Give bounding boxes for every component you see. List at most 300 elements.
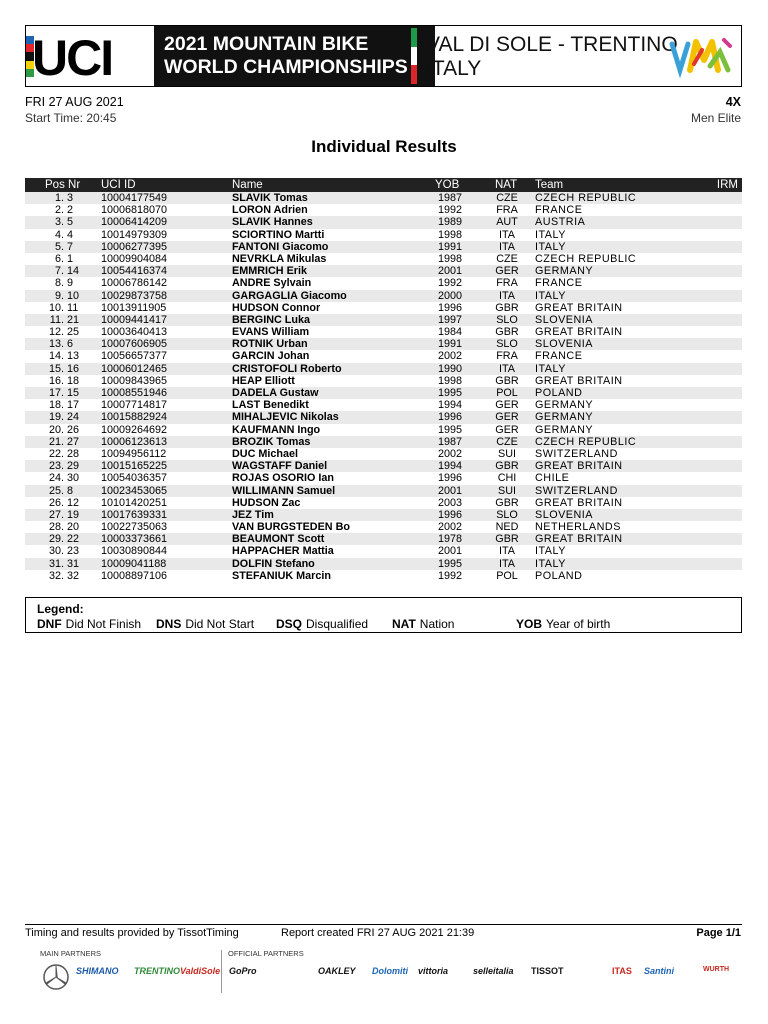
cell-team: POLAND [535,569,583,582]
cell-yob: 1994 [437,399,463,412]
cell-name: CRISTOFOLI Roberto [232,362,342,375]
table-row [25,545,742,557]
cell-nat: GBR [495,496,519,509]
cell-pos: 19. [48,411,64,424]
cell-pos: 25. [48,484,64,497]
cell-yob: 1996 [437,411,463,424]
cell-team: FRANCE [535,204,583,217]
cell-nat: FRA [496,204,518,217]
cell-yob: 1989 [437,216,463,229]
table-row [25,533,742,545]
legend-item: DSQ Disqualified [276,617,369,631]
cell-nr: 18 [67,374,80,387]
cell-yob: 1984 [437,326,463,339]
cell-nat: ITA [499,557,515,570]
cell-nr: 29 [67,460,80,473]
mercedes-star-icon [42,963,70,991]
legend-item: YOB Year of birth [516,617,611,631]
cell-nat: ITA [499,362,515,375]
cell-team: GREAT BRITAIN [535,460,623,473]
cell-pos: 32. [48,569,64,582]
cell-team: ITALY [535,240,566,253]
col-yob: YOB [435,179,460,191]
cell-nr: 27 [67,435,80,448]
partner-divider [221,950,222,993]
cell-nat: GBR [495,374,519,387]
cell-nr: 21 [67,313,80,326]
cell-nr: 15 [67,387,80,399]
cell-nr: 30 [67,472,80,485]
cell-uci-id: 10013911905 [101,301,167,314]
cell-uci-id: 10006786142 [101,277,168,290]
cell-name: BERGINC Luka [232,313,310,326]
cell-team: SWITZERLAND [535,447,618,460]
cell-nr: 1 [67,252,74,265]
cell-yob: 1992 [437,569,463,582]
cell-nat: GER [495,423,519,436]
cell-name: HAPPACHER Mattia [232,545,334,558]
cell-pos: 21. [48,435,64,448]
cell-name: BEAUMONT Scott [232,533,325,546]
cell-nr: 7 [67,240,74,253]
table-row [25,241,742,253]
cell-uci-id: 10008551946 [101,387,168,399]
event-line-1: 2021 MOUNTAIN BIKE [164,33,369,55]
cell-name: JEZ Tim [232,508,274,521]
event-line-2: WORLD CHAMPIONSHIPS [164,56,408,78]
cell-nr: 10 [67,289,80,302]
timing-credit: Timing and results provided by TissotTiming [25,927,239,939]
venue-line-2: ITALY [426,57,482,80]
cell-name: STEFANIUK Marcin [232,569,331,582]
uci-logo: UCI [32,30,113,86]
table-row [25,570,742,582]
cell-pos: 23. [48,460,64,473]
cell-pos: 20. [48,423,64,436]
cell-yob: 2001 [437,265,463,278]
table-row [25,497,742,509]
cell-nr: 24 [67,411,80,424]
cell-uci-id: 10009904084 [101,252,168,265]
table-row [25,265,742,277]
cell-uci-id: 10054036357 [101,472,168,485]
table-row [25,375,742,387]
cell-pos: 28. [48,521,64,534]
cell-nat: ITA [499,228,515,241]
cell-yob: 1997 [437,313,463,326]
cell-team: SLOVENIA [535,508,594,521]
cell-name: GARGAGLIA Giacomo [232,289,347,302]
venue-line-1: VAL DI SOLE - TRENTINO [426,33,678,56]
table-row [25,436,742,448]
cell-uci-id: 10094956112 [101,447,167,460]
cell-team: GREAT BRITAIN [535,326,623,339]
sponsor-wurth: WURTH [703,966,730,973]
cell-nr: 31 [67,557,80,570]
cell-pos: 8. [54,277,64,290]
cell-uci-id: 10006818070 [101,204,168,217]
cell-name: KAUFMANN Ingo [232,423,321,436]
cell-nr: 12 [67,496,80,509]
cell-name: BROZIK Tomas [232,435,311,448]
table-row [25,448,742,460]
cell-nat: CZE [496,192,518,204]
cell-yob: 1992 [437,277,463,290]
cell-uci-id: 10029873758 [101,289,168,302]
race-meta-left [25,94,124,126]
cell-pos: 31. [48,557,64,570]
sponsor-valdisole: ValdiSole [180,966,221,976]
cell-nat: CHI [497,472,517,485]
cell-yob: 2001 [437,484,463,497]
cell-nr: 25 [67,326,80,339]
sponsor-vittoria: vittoria [418,966,449,976]
cell-uci-id: 10015882924 [101,411,168,424]
cell-name: WAGSTAFF Daniel [232,460,328,473]
cell-name: ROJAS OSORIO Ian [232,472,334,485]
table-row [25,216,742,228]
cell-nr: 2 [67,204,74,217]
cell-uci-id: 10101420251 [101,496,168,509]
cell-name: MIHALJEVIC Nikolas [232,411,339,424]
italy-flag-stripe [411,28,417,84]
cell-yob: 2002 [437,447,463,460]
cell-nr: 3 [67,192,74,204]
cell-team: GREAT BRITAIN [535,533,623,546]
cell-uci-id: 10015165225 [101,460,168,473]
cell-name: SLAVIK Hannes [232,216,313,229]
championship-title-box [154,26,435,86]
cell-yob: 1998 [437,374,463,387]
cell-name: EMMRICH Erik [232,265,307,278]
cell-nr: 4 [67,228,74,241]
cell-yob: 1994 [437,460,463,473]
sponsor-selleitalia: selleitalia [473,966,514,976]
cell-name: DOLFIN Stefano [232,557,315,570]
cell-pos: 13. [48,338,64,351]
cell-name: WILLIMANN Samuel [232,484,336,497]
cell-nat: ITA [499,240,515,253]
cell-nat: FRA [496,350,518,363]
cell-team: GERMANY [535,411,594,424]
cell-yob: 1995 [437,387,463,399]
cell-nr: 9 [67,277,74,290]
col-team: Team [535,179,564,191]
table-row [25,411,742,423]
cell-nat: SUI [498,447,516,460]
cell-team: GREAT BRITAIN [535,374,623,387]
page-number: Page 1/1 [696,927,741,939]
cell-nat: SLO [496,338,518,351]
cell-yob: 1987 [437,192,463,204]
cell-uci-id: 10003640413 [101,326,168,339]
table-row [25,229,742,241]
cell-yob: 1995 [437,423,463,436]
cell-team: SWITZERLAND [535,484,618,497]
discipline: 4X [725,95,741,109]
cell-name: HEAP Elliott [232,374,295,387]
cell-uci-id: 10006012465 [101,362,168,375]
cell-nr: 32 [67,569,80,582]
cell-pos: 3. [54,216,64,229]
table-row [25,302,742,314]
cell-nat: GER [495,265,519,278]
cell-team: SLOVENIA [535,338,594,351]
table-row [25,338,742,350]
cell-nat: GBR [495,460,519,473]
cell-uci-id: 10009041188 [101,557,167,570]
cell-pos: 29. [48,533,64,546]
cell-yob: 1996 [437,508,463,521]
legend-title: Legend: [37,602,84,616]
cell-yob: 1992 [437,204,463,217]
cell-nat: GBR [495,301,519,314]
cell-name: DUC Michael [232,447,298,460]
table-body [25,192,742,582]
legend-item: DNF Did Not Finish [37,617,142,631]
cell-team: GERMANY [535,399,594,412]
legend-item: DNS Did Not Start [156,617,255,631]
cell-yob: 1991 [437,338,463,351]
cell-nr: 16 [67,362,80,375]
cell-team: ITALY [535,557,566,570]
cell-pos: 2. [54,204,64,217]
cell-pos: 4. [54,228,64,241]
table-header [25,178,742,192]
cell-team: FRANCE [535,350,583,363]
cell-nat: GER [495,399,519,412]
cell-nat: ITA [499,289,515,302]
cell-yob: 2002 [437,521,463,534]
cell-nat: ITA [499,545,515,558]
sponsor-gopro: GoPro [229,966,257,976]
cell-nr: 23 [67,545,80,558]
sponsor-oakley: OAKLEY [318,966,356,976]
cell-nr: 11 [67,301,79,314]
cell-yob: 1987 [437,435,463,448]
cell-pos: 26. [48,496,64,509]
cell-name: HUDSON Zac [232,496,301,509]
cell-nr: 8 [67,484,74,497]
cell-uci-id: 10017639331 [101,508,168,521]
cell-nat: GBR [495,326,519,339]
table-row [25,350,742,362]
cell-nr: 17 [67,399,80,412]
cell-yob: 1990 [437,362,463,375]
cell-team: ITALY [535,362,566,375]
start-time: Start Time: 20:45 [25,111,117,125]
col-irm: IRM [716,179,738,191]
cell-uci-id: 10007714817 [101,399,168,412]
cell-uci-id: 10006277395 [101,240,168,253]
cell-team: POLAND [535,387,583,399]
cell-pos: 6. [54,252,64,265]
cell-pos: 18. [48,399,64,412]
cell-uci-id: 10008897106 [101,569,168,582]
cell-uci-id: 10007606905 [101,338,168,351]
cell-pos: 14. [48,350,64,363]
category: Men Elite [690,111,741,125]
cell-nr: 5 [67,216,74,229]
cell-nat: SLO [496,313,518,326]
val-di-sole-logo-icon [666,30,736,82]
cell-team: GERMANY [535,265,594,278]
cell-pos: 17. [48,387,64,399]
table-row [25,290,742,302]
cell-name: EVANS William [232,326,310,339]
cell-nat: FRA [496,277,518,290]
cell-nat: CZE [496,435,518,448]
col-pos-nr: Pos Nr [45,179,81,191]
cell-nr: 26 [67,423,80,436]
cell-yob: 1995 [437,557,463,570]
cell-pos: 30. [48,545,64,558]
col-nat: NAT [495,179,518,191]
cell-uci-id: 10009441417 [101,313,168,326]
footer-divider [25,924,742,925]
table-row [25,253,742,265]
cell-uci-id: 10054416374 [101,265,168,278]
cell-uci-id: 10009264692 [101,423,168,436]
cell-name: SCIORTINO Martti [232,228,325,241]
cell-pos: 10. [48,301,64,314]
cell-pos: 5. [54,240,64,253]
cell-pos: 12. [48,326,64,339]
page-title: Individual Results [311,137,457,156]
cell-team: GREAT BRITAIN [535,496,623,509]
cell-nr: 28 [67,447,80,460]
cell-yob: 1998 [437,228,463,241]
cell-name: SLAVIK Tomas [232,192,308,204]
table-row [25,521,742,533]
table-row [25,558,742,570]
cell-pos: 11. [49,313,64,326]
cell-nat: GER [495,411,519,424]
cell-uci-id: 10014979309 [101,228,168,241]
cell-yob: 2003 [437,496,463,509]
table-row [25,204,742,216]
cell-yob: 2001 [437,545,463,558]
legend-box [25,597,742,633]
cell-pos: 16. [48,374,64,387]
cell-nat: POL [496,569,518,582]
cell-pos: 7. [54,265,64,278]
sponsor-tissot: TISSOT [531,966,564,976]
cell-uci-id: 10022735063 [101,521,168,534]
results-table [25,178,742,582]
cell-nat: SUI [498,484,516,497]
cell-team: AUSTRIA [535,216,586,229]
cell-uci-id: 10056657377 [101,350,168,363]
cell-yob: 1996 [437,472,463,485]
cell-nr: 20 [67,521,80,534]
cell-nat: CZE [496,252,518,265]
table-row [25,363,742,375]
cell-uci-id: 10030890844 [101,545,168,558]
cell-pos: 24. [48,472,64,485]
cell-yob: 1996 [437,301,463,314]
cell-team: GREAT BRITAIN [535,301,623,314]
table-row [25,277,742,289]
cell-pos: 27. [48,508,64,521]
sponsor-itas: ITAS [612,966,632,976]
cell-nat: POL [496,387,518,399]
table-row [25,424,742,436]
cell-nat: NED [495,521,519,534]
table-row [25,399,742,411]
cell-team: ITALY [535,289,566,302]
cell-pos: 22. [48,447,64,460]
cell-team: CZECH REPUBLIC [535,435,637,448]
cell-team: GERMANY [535,423,594,436]
cell-team: CHILE [535,472,570,485]
table-row [25,509,742,521]
cell-team: ITALY [535,545,566,558]
cell-nat: SLO [496,508,518,521]
cell-name: DADELA Gustaw [232,387,319,399]
cell-nr: 6 [67,338,74,351]
sponsor-dolomiti: Dolomiti [372,966,408,976]
cell-nr: 14 [67,265,80,278]
cell-team: CZECH REPUBLIC [535,252,637,265]
table-row [25,485,742,497]
cell-name: ANDRE Sylvain [232,277,312,290]
cell-uci-id: 10023453065 [101,484,168,497]
cell-yob: 1998 [437,252,463,265]
cell-nr: 22 [67,533,80,546]
cell-team: CZECH REPUBLIC [535,192,637,204]
col-uci-id: UCI ID [101,179,136,191]
cell-uci-id: 10004177549 [101,192,168,204]
cell-nat: AUT [496,216,518,229]
cell-name: NEVRKLA Mikulas [232,252,327,265]
race-meta-right [691,94,741,126]
cell-name: LAST Benedikt [232,399,309,412]
event-banner [25,25,742,87]
sponsor-santini: Santini [644,966,675,976]
table-row [25,192,742,204]
cell-team: FRANCE [535,277,583,290]
table-row [25,326,742,338]
cell-nr: 19 [67,508,80,521]
cell-team: SLOVENIA [535,313,594,326]
cell-team: ITALY [535,228,566,241]
sponsor-shimano: SHIMANO [76,966,119,976]
cell-yob: 1978 [437,533,463,546]
cell-uci-id: 10006414209 [101,216,168,229]
cell-yob: 1991 [437,240,463,253]
cell-name: VAN BURGSTEDEN Bo [232,521,350,534]
table-row [25,472,742,484]
sponsor-trentino: TRENTINO [134,966,180,976]
cell-name: FANTONI Giacomo [232,240,329,253]
cell-yob: 2000 [437,289,463,302]
cell-pos: 15. [48,362,64,375]
cell-pos: 1. [54,192,64,204]
official-partners-label: OFFICIAL PARTNERS [228,949,304,958]
legend-item: NAT Nation [392,617,455,631]
cell-uci-id: 10003373661 [101,533,168,546]
report-created: Report created FRI 27 AUG 2021 21:39 [281,927,475,939]
table-row [25,387,742,399]
cell-uci-id: 10006123613 [101,435,168,448]
cell-nat: GBR [495,533,519,546]
cell-name: GARCIN Johan [232,350,310,363]
race-date: FRI 27 AUG 2021 [25,95,124,109]
col-name: Name [232,179,263,191]
table-row [25,460,742,472]
main-partners-label: MAIN PARTNERS [40,949,101,958]
